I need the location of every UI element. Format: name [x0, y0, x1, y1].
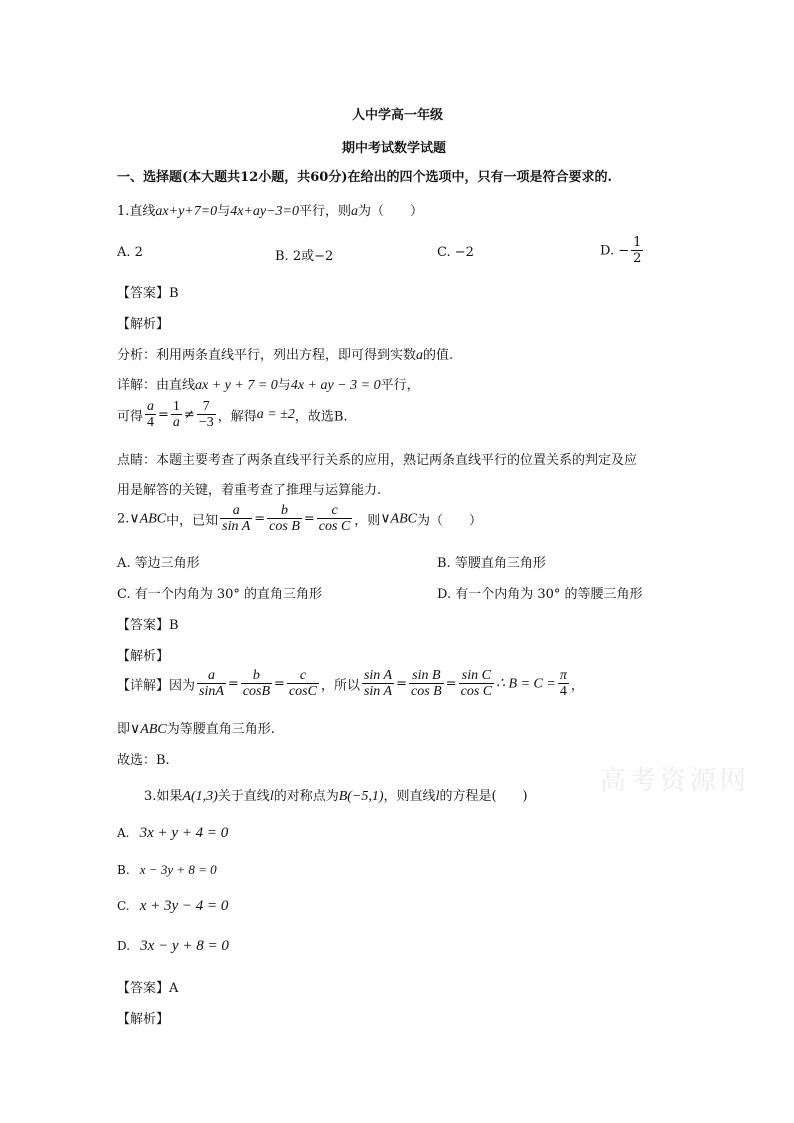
q2-g-eq-1: = [227, 676, 239, 692]
q1-detail-eq1: ax + y + 7 = 0 [195, 378, 278, 393]
q2-frac-c-den: cos C [318, 519, 351, 534]
q3-option-d-label: D. [117, 939, 131, 953]
q2-h3 [459, 668, 495, 700]
q1-stem-suffix: 平行，则 [298, 204, 351, 219]
q2-conclusion-prefix: 即 [117, 722, 131, 737]
q1-option-b: B. 2或−2 [275, 249, 334, 264]
q1-frac-1-den: 4 [147, 415, 155, 430]
q3-option-b [117, 862, 217, 878]
q2-triangle-2: ∨ABC [380, 511, 418, 527]
q3-option-b-eq: x − 3y + 8 = 0 [139, 862, 217, 877]
q2-frac-b-num: b [267, 503, 302, 519]
q3-stem-prefix: 3.如果 [144, 789, 183, 804]
q2-h-eq-1: = [396, 676, 407, 692]
q2-g2-den: cosB [242, 684, 271, 699]
q1-option-d-fraction [631, 235, 643, 267]
q2-h2 [409, 668, 444, 700]
q1-stem-end: 为（ ） [358, 204, 424, 219]
q1-option-d-den: 2 [633, 251, 642, 266]
q1-derive-result: a = ±2 [256, 407, 295, 422]
q2-g1-num: a [197, 668, 226, 684]
q1-eq1: ax+y+7=0 [155, 204, 218, 219]
q3-option-c-eq: x + 3y − 4 = 0 [139, 898, 229, 914]
q2-h-eq-2: = [445, 676, 457, 692]
section-heading: 一、选择题(本大题共12小题，共60分)在给出的四个选项中，只有一项是符合要求的. [117, 170, 613, 185]
q2-analysis-label: 【解析】 [117, 649, 170, 664]
q3-stem [144, 785, 528, 805]
q2-g1 [197, 668, 226, 700]
q2-g3 [287, 668, 319, 700]
q3-option-b-label: B. [117, 863, 130, 877]
q3-option-a-eq: 3x + y + 4 = 0 [139, 825, 229, 841]
q2-detail [117, 668, 584, 700]
q1-stem-mid: 与 [217, 204, 231, 219]
q2-stem-mid: 中，已知 [166, 513, 219, 529]
q1-option-a: A. 2 [117, 245, 143, 260]
q2-g2 [241, 668, 272, 700]
q2-frac-c-num: c [317, 503, 353, 519]
q2-frac-a-den: sin A [222, 519, 251, 534]
q2-h1-num: sin A [363, 668, 393, 683]
q1-detail-mid: 与 [277, 378, 291, 393]
q1-stem [117, 200, 423, 220]
q2-stem-suffix: ，则 [354, 513, 381, 529]
q1-option-d-label: D. − [600, 243, 630, 259]
q2-pi-den: 4 [559, 684, 567, 699]
q1-detail-suffix: 平行， [380, 378, 420, 393]
q2-h3-num: sin C [459, 668, 495, 684]
q2-eq-2: = [303, 511, 315, 527]
q2-h1-den: sin A [363, 684, 393, 699]
q1-detail-prefix: 详解：由直线 [117, 378, 196, 393]
q2-conclusion-triangle: ∨ABC [130, 722, 167, 737]
q1-eq-sign: = [158, 407, 169, 423]
q2-pi-frac [558, 668, 569, 700]
q2-option-a: A. 等边三角形 [117, 556, 200, 571]
q1-frac-3-den: −3 [198, 415, 214, 430]
school-title: 人中学高一年级 [352, 108, 444, 123]
q1-frac-3 [197, 399, 216, 431]
q3-point-a: A(1,3) [182, 789, 218, 804]
q2-detail-end: ， [570, 678, 584, 694]
q2-frac-b-den: cos B [269, 519, 300, 534]
q2-frac-a [220, 503, 252, 535]
q1-frac-1 [145, 399, 156, 431]
q2-final: 故选：B. [117, 753, 170, 768]
q2-g3-den: cosC [288, 684, 317, 699]
q3-stem-mid2: 的对称点为 [273, 789, 339, 804]
q2-h2-den: cos B [411, 684, 442, 699]
q2-detail-mid: ，所以 [320, 678, 360, 694]
q1-analysis-var: a [416, 348, 424, 363]
watermark: 高考资源网 [600, 766, 751, 796]
q1-derive-end: ，故选B. [294, 409, 348, 425]
q1-comment-line-1: 点睛：本题主要考查了两条直线平行关系的应用，熟记两条直线平行的位置关系的判定及应 [117, 453, 638, 468]
q3-stem-mid: 关于直线 [217, 789, 270, 804]
q2-g1-den: sinA [199, 684, 224, 699]
q2-eq-1: = [254, 511, 266, 527]
q1-option-d [600, 235, 645, 267]
q3-option-a [117, 825, 228, 842]
q2-option-c: C. 有一个内角为 30° 的直角三角形 [117, 587, 323, 602]
q1-stem-prefix: 1.直线 [117, 204, 156, 219]
q1-frac-2 [171, 399, 182, 431]
q1-eq2: 4x+ay−3=0 [230, 204, 299, 219]
q3-option-d-eq: 3x − y + 8 = 0 [140, 938, 229, 954]
q1-analysis [117, 344, 453, 364]
q2-h2-num: sin B [409, 668, 444, 684]
q2-frac-c [317, 503, 353, 535]
q1-frac-3-num: 7 [197, 399, 216, 415]
q1-derive-prefix: 可得 [117, 409, 144, 425]
q2-h3-den: cos C [460, 684, 493, 699]
q1-derivation [117, 399, 348, 431]
q1-comment-line-2: 用是解答的关键，着重考查了推理与运算能力. [117, 483, 382, 498]
q1-frac-2-num: 1 [172, 399, 180, 414]
q3-line-2: l [435, 789, 440, 804]
q2-frac-b [267, 503, 302, 535]
q2-h1 [362, 668, 394, 700]
q1-var: a [351, 204, 358, 219]
q1-option-c: C. −2 [437, 245, 474, 260]
q1-analysis-text: 分析：利用两条直线平行，列出方程，即可得到实数 [117, 348, 417, 363]
q2-detail-prefix: 【详解】因为 [117, 678, 196, 694]
q3-line: l [269, 789, 274, 804]
q2-stem [117, 503, 482, 535]
q1-detail [117, 374, 420, 394]
q2-g2-num: b [241, 668, 272, 684]
q1-analysis-label: 【解析】 [117, 317, 170, 332]
q2-therefore: ∴ B = C = [496, 676, 556, 692]
q2-stem-end: 为（ ） [417, 513, 483, 529]
q3-analysis-label: 【解析】 [117, 1012, 170, 1027]
q2-conclusion [117, 718, 275, 738]
q3-answer: 【答案】A [117, 981, 179, 996]
q1-analysis-end: 的值. [423, 348, 454, 363]
q1-neq-sign: ≠ [183, 407, 195, 423]
q3-option-c-label: C. [117, 899, 130, 913]
q2-triangle: ∨ABC [129, 511, 167, 527]
q1-detail-eq2: 4x + ay − 3 = 0 [290, 378, 381, 393]
q2-conclusion-suffix: 为等腰直角三角形. [166, 722, 275, 737]
q1-answer: 【答案】B [117, 286, 179, 301]
q2-g-eq-2: = [274, 676, 285, 692]
q2-pi-num: π [559, 668, 567, 683]
q3-point-b: B(−5,1) [338, 789, 384, 804]
q2-frac-a-num: a [220, 503, 252, 519]
q3-option-a-label: A. [117, 826, 130, 840]
exam-title: 期中考试数学试题 [342, 141, 447, 156]
q3-option-c [117, 898, 228, 915]
q2-option-b: B. 等腰直角三角形 [437, 556, 546, 571]
q3-stem-end: 的方程是( ) [439, 789, 528, 804]
q1-frac-1-num: a [147, 399, 155, 414]
q1-frac-2-den: a [172, 415, 180, 430]
q2-g3-num: c [287, 668, 319, 684]
q3-stem-mid3: ，则直线 [383, 789, 436, 804]
q2-stem-prefix: 2. [117, 511, 130, 527]
q1-option-d-num: 1 [633, 235, 642, 250]
q3-option-d [117, 938, 229, 955]
q2-option-d: D. 有一个内角为 30° 的等腰三角形 [437, 587, 643, 602]
q1-derive-suffix: ，解得 [217, 409, 257, 425]
q2-answer: 【答案】B [117, 618, 179, 633]
